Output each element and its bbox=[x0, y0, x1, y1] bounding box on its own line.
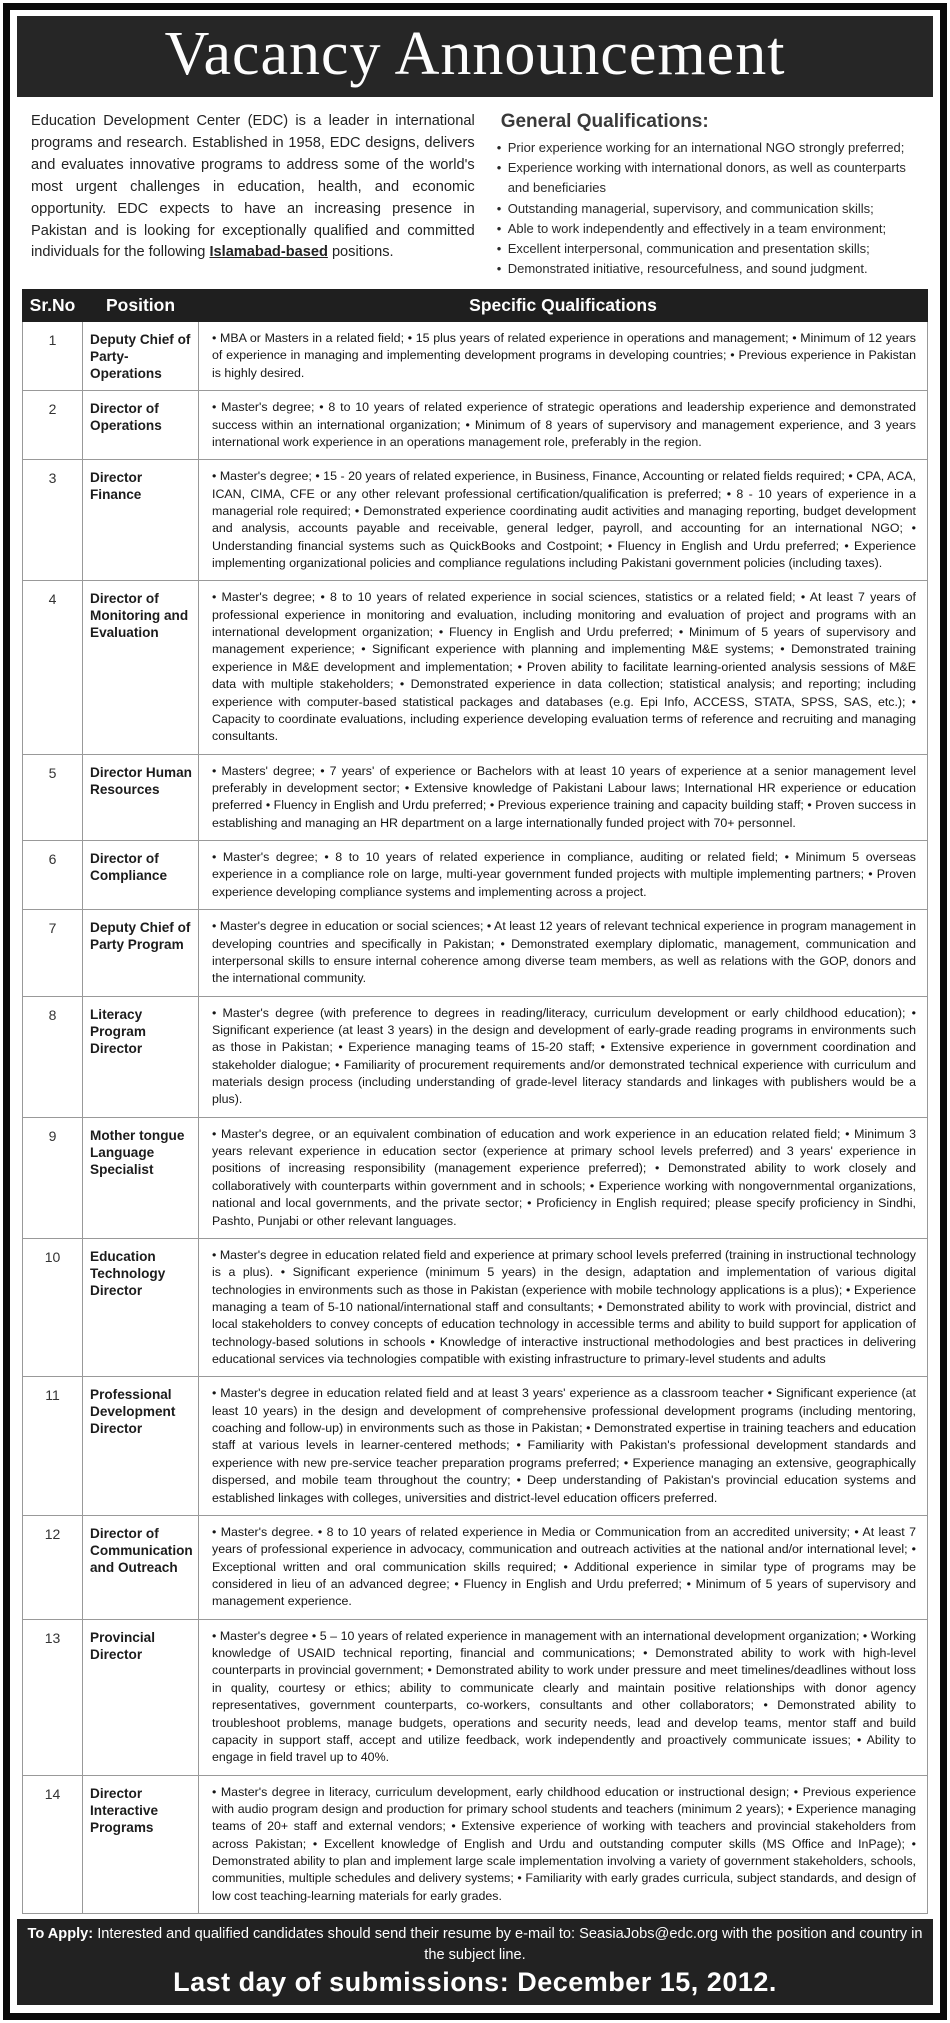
table-row bbox=[23, 322, 928, 391]
row-sr-number: 6 bbox=[23, 841, 83, 910]
table-row bbox=[23, 391, 928, 460]
table-row bbox=[23, 1515, 928, 1619]
row-sr-number: 2 bbox=[23, 391, 83, 460]
general-qualifications-section bbox=[495, 111, 921, 279]
row-position: Provincial Director bbox=[83, 1619, 199, 1775]
row-qualifications: • Master's degree; • 8 to 10 years of related experience of strategic operations and leadership experience and demonstrated success within an international organization; • Minimum of 8 years of supervisory and management experience, and 3 years international work experience in an operations management role, preferably in the region. bbox=[199, 391, 928, 460]
row-sr-number: 13 bbox=[23, 1619, 83, 1775]
page-frame bbox=[3, 3, 947, 2020]
table-row bbox=[23, 460, 928, 581]
row-sr-number: 4 bbox=[23, 581, 83, 754]
row-qualifications: • Master's degree in education related field and experience at primary school levels preferred (training in instructional technology is a plus). • Significant experience (minimum 5 years) in the design, adaptation and implementation of various digital technologies in environments such as those in Pakistan (experience with mobile technology applications is a plus); • Experience managing a team of 5-10 national/international staff and consultants; • Demonstrated ability to work with provincial, district and local stakeholders to convey concepts of education technology in accessible terms and ability to build support for application of technology-based solutions in schools • Knowledge of interactive instructional methodologies and best practices in delivering educational services via technologies compatible with existing infrastructure to primary-level students and adults bbox=[199, 1238, 928, 1377]
row-sr-number: 5 bbox=[23, 754, 83, 840]
row-qualifications: • Master's degree • 5 – 10 years of related experience in management with an international development organization; • Working knowledge of USAID technical reporting, financial and communications; • Demonstrated ability to work with high-level counterparts in provincial government; • Demonstrated ability to work under pressure and meet timelines/deadlines without loss in quality, courtesy or ethics; ability to communicate clearly and maintain positive relationships with donor agency representatives, government counterparts, co-workers, consultants and other collaborators; • Demonstrated ability to troubleshoot problems, manage budgets, operations and security needs, lead and develop teams, mentor staff and build capacity in support staff, accept and utilize feedback, work independently and proactively communicate issues; • Ability to engage in field travel up to 40%. bbox=[199, 1619, 928, 1775]
table-row bbox=[23, 1775, 928, 1914]
table-row bbox=[23, 996, 928, 1117]
row-qualifications: • Master's degree; • 8 to 10 years of related experience in compliance, auditing or related field; • Minimum 5 overseas experience in a compliance role on large, multi-year government funded projects with multiple implementing partners; • Proven experience developing compliance systems and implementing across a project. bbox=[199, 841, 928, 910]
general-qualification-item: • Prior experience working for an international NGO strongly preferred; bbox=[495, 138, 921, 158]
top-section bbox=[17, 105, 933, 283]
row-qualifications: • Master's degree (with preference to degrees in reading/literacy, curriculum development or early childhood education); • Significant experience (at least 3 years) in the design and development of early-grade reading programs in environments such as those in Pakistan; • Experience managing teams of 15-20 staff; • Extensive experience in government coordination and stakeholder dialogue; • Familiarity of procurement requirements and/or demonstrated technical experience with curriculum and materials design process (including understanding of grade-level literacy standards and linkages with publishers would be a plus). bbox=[199, 996, 928, 1117]
row-qualifications: • Master's degree; • 8 to 10 years of related experience in social sciences, statistics or a related field; • At least 7 years of professional experience in monitoring and evaluation, including monitoring and evaluation of project and programs with an international development organization; • Fluency in English and Urdu preferred; • Minimum of 5 years of supervisory and management experience; • Significant experience with planning and implementing M&E systems; • Demonstrated training experience in M&E development and implementation; • Proven ability to facilitate learning-oriented analysis sessions of M&E data with multiple stakeholders; • Demonstrated experience in data collection; statistical analysis; and reporting; including experience with computer-based statistical packages and databases (e.g. Epi Info, ACCESS, STATA, SPSS, SAS, etc.); • Capacity to coordinate evaluations, including experience developing evaluation terms of reference and recruiting and managing consultants. bbox=[199, 581, 928, 754]
row-sr-number: 11 bbox=[23, 1377, 83, 1516]
row-sr-number: 8 bbox=[23, 996, 83, 1117]
page-title: Vacancy Announcement bbox=[164, 20, 786, 88]
row-position: Professional Development Director bbox=[83, 1377, 199, 1516]
row-position: Mother tongue Language Specialist bbox=[83, 1117, 199, 1238]
apply-text-before: Interested and qualified candidates should send their resume by e-mail to: bbox=[93, 1926, 580, 1943]
row-position: Director of Compliance bbox=[83, 841, 199, 910]
column-header-srno: Sr.No bbox=[23, 290, 83, 322]
row-position: Deputy Chief of Party Program bbox=[83, 910, 199, 996]
intro-text-before: Education Development Center (EDC) is a leader in international programs and research. Established in 1958, EDC designs, delivers and evaluates innovative programs to address some of the world's most urgent challenges in education, health, and economic opportunity. EDC expects to have an increasing presence in Pakistan and is looking for exceptionally qualified and committed individuals for the following bbox=[31, 113, 475, 261]
general-qualifications-title: General Qualifications: bbox=[500, 111, 709, 133]
row-sr-number: 1 bbox=[23, 322, 83, 391]
table-row bbox=[23, 1377, 928, 1516]
row-qualifications: • Master's degree. • 8 to 10 years of related experience in Media or Communication from an accredited university; • At least 7 years of professional experience in advocacy, communication and outreach activities at the national and/or international level; • Exceptional written and oral communication skills required; • Additional experience in similar type of programs may be considered in lieu of an advanced degree; • Fluency in English and Urdu preferred; • Minimum of 5 years of supervisory and management experience. bbox=[199, 1515, 928, 1619]
row-position: Director Finance bbox=[83, 460, 199, 581]
general-qualification-item: • Demonstrated initiative, resourcefulness, and sound judgment. bbox=[495, 259, 921, 279]
row-qualifications: • Master's degree in literacy, curriculum development, early childhood education or instructional design; • Previous experience with audio program design and production for primary school students and teachers (minimum 2 years); • Experience managing teams of 20+ staff and external vendors; • Extensive experience of working with teachers and provincial stakeholders from across Pakistan; • Excellent knowledge of English and Urdu and outstanding computer skills (MS Office and InPage); • Demonstrated ability to plan and implement large scale implementation involving a variety of government stakeholders, schools, communities, multiple schedules and delivery systems; • Familiarity with early grades curricula, subject standards, and design of low cost teaching-learning materials for early grades. bbox=[199, 1775, 928, 1914]
table-row bbox=[23, 581, 928, 754]
table-row bbox=[23, 910, 928, 996]
general-qualification-item: • Outstanding managerial, supervisory, and communication skills; bbox=[495, 199, 921, 219]
general-qualification-item: • Able to work independently and effectively in a team environment; bbox=[495, 219, 921, 239]
row-qualifications: • Master's degree in education related field and at least 3 years' experience as a classroom teacher • Significant experience (at least 10 years) in the design and development of comprehensive professional development programs (including mentoring, coaching and follow-up) in environments such as those in Pakistan; • Demonstrated expertise in training teachers and education staff at various levels in learner-centered methods; • Familiarity with Pakistan's professional development standards and experience with new pre-service teacher preparation programs preferred; • Experience managing an extensive, geographically dispersed, and mobile team throughout the country; • Deep understanding of Pakistan's provincial education systems and established linkages with colleges, universities and district-level education officers preferred. bbox=[199, 1377, 928, 1516]
row-position: Director of Operations bbox=[83, 391, 199, 460]
table-row bbox=[23, 754, 928, 840]
row-sr-number: 7 bbox=[23, 910, 83, 996]
intro-highlight: Islamabad-based bbox=[209, 244, 328, 261]
general-qualifications-list bbox=[495, 138, 921, 279]
vacancy-table bbox=[22, 289, 928, 1914]
intro-paragraph bbox=[31, 111, 475, 279]
row-position: Director of Communication and Outreach bbox=[83, 1515, 199, 1619]
general-qualification-item: • Experience working with international donors, as well as counterparts and beneficiaries bbox=[495, 158, 921, 198]
table-row bbox=[23, 841, 928, 910]
row-position: Literacy Program Director bbox=[83, 996, 199, 1117]
row-position: Director of Monitoring and Evaluation bbox=[83, 581, 199, 754]
column-header-qualifications: Specific Qualifications bbox=[199, 290, 928, 322]
apply-label: To Apply: bbox=[27, 1926, 94, 1943]
row-position: Director Human Resources bbox=[83, 754, 199, 840]
general-qualification-item: • Excellent interpersonal, communication and presentation skills; bbox=[495, 239, 921, 259]
row-qualifications: • Masters' degree; • 7 years' of experience or Bachelors with at least 10 years of experience at a senior management level preferably in development sector; • Extensive knowledge of Pakistani Labour laws; International HR experience or education preferred • Fluency in English and Urdu preferred; • Previous experience training and capacity building staff; • Proven success in establishing and managing an HR department on a large internationally funded project with 70+ personnel. bbox=[199, 754, 928, 840]
row-sr-number: 3 bbox=[23, 460, 83, 581]
intro-text-after: positions. bbox=[327, 244, 394, 261]
apply-instructions bbox=[25, 1924, 925, 1966]
row-qualifications: • MBA or Masters in a related field; • 15 plus years of related experience in operations and management; • Minimum of 12 years of experience in managing and implementing development programs in developing countries; • Previous experience in Pakistan is highly desired. bbox=[199, 322, 928, 391]
email-address: SeasiaJobs@edc.org bbox=[579, 1926, 719, 1943]
table-row bbox=[23, 1117, 928, 1238]
row-sr-number: 9 bbox=[23, 1117, 83, 1238]
column-header-position: Position bbox=[83, 290, 199, 322]
submission-deadline: Last day of submissions: December 15, 2012. bbox=[173, 1967, 777, 1998]
row-qualifications: • Master's degree; • 15 - 20 years of related experience, in Business, Finance, Accounting or related fields required; • CPA, ACA, ICAN, CIMA, CFE or any other relevant professional certification/qualification is preferred; • 8 - 10 years of experience in a managerial role required; • Demonstrated experience coordinating audit activities and managing reporting, budget development and analysis, accounts payable and receivable, general ledger, payroll, and accounting for an international NGO; • Understanding financial systems such as QuickBooks and Costpoint; • Fluency in English and Urdu preferred; • Experience implementing organizational policies and compliance regulations including Pakistani government policies (including taxes). bbox=[199, 460, 928, 581]
footer-banner bbox=[17, 1919, 933, 2005]
vacancy-table-header bbox=[23, 290, 928, 322]
row-position: Director Interactive Programs bbox=[83, 1775, 199, 1914]
table-row bbox=[23, 1238, 928, 1377]
row-sr-number: 12 bbox=[23, 1515, 83, 1619]
row-qualifications: • Master's degree, or an equivalent combination of education and work experience in an education related field; • Minimum 3 years relevant experience in education sector (experience at primary school levels preferred) and 3 years' experience in positions of increasing responsibility (management experience preferred); • Demonstrated ability to work closely and collaboratively with counterparts within government and in schools; • Experience working with nongovernmental organizations, national and local governments, and the private sector; • Proficiency in English required; please specify proficiency in Sindhi, Pashto, Punjabi or other relevant languages. bbox=[199, 1117, 928, 1238]
row-qualifications: • Master's degree in education or social sciences; • At least 12 years of relevant technical experience in program management in developing countries and specifically in Pakistan; • Demonstrated exemplary diplomatic, management, communication and interpersonal skills to ensure internal coherence among diverse team members, as well as relations with the GOP, donors and the international community. bbox=[199, 910, 928, 996]
row-sr-number: 14 bbox=[23, 1775, 83, 1914]
apply-text-after: with the position and country in the subject line. bbox=[424, 1926, 923, 1964]
row-position: Deputy Chief of Party-Operations bbox=[83, 322, 199, 391]
row-sr-number: 10 bbox=[23, 1238, 83, 1377]
title-banner bbox=[17, 16, 933, 97]
table-row bbox=[23, 1619, 928, 1775]
row-position: Education Technology Director bbox=[83, 1238, 199, 1377]
